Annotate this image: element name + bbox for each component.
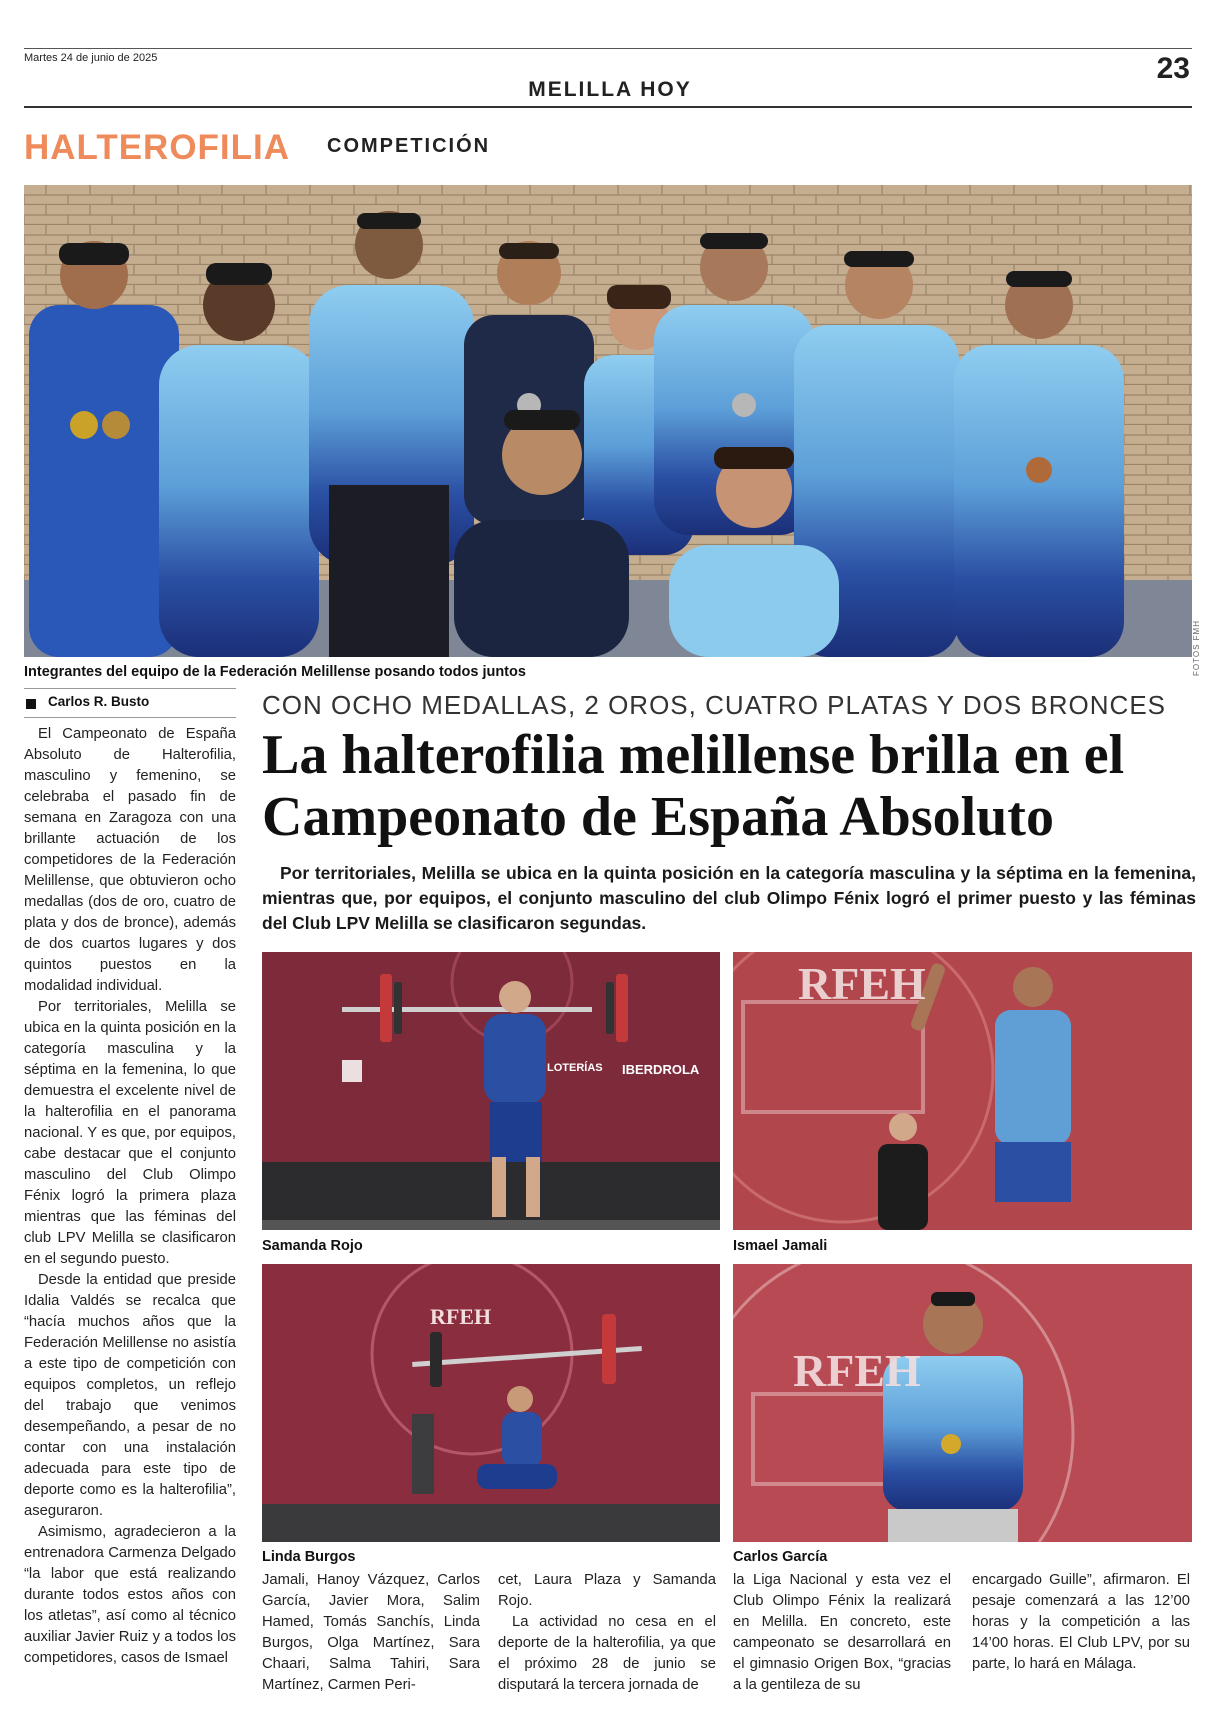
author-marker [26, 699, 36, 709]
author-rule-bottom [24, 717, 236, 718]
photo-caption-ismael: Ismael Jamali [733, 1238, 828, 1254]
kicker: CON OCHO MEDALLAS, 2 OROS, CUATRO PLATAS Y DOS BRONCES [262, 690, 1167, 720]
article-column-5 [972, 1570, 1190, 1675]
rfeh-logo-text: RFEH [798, 958, 926, 1009]
paragraph: cet, Laura Plaza y Samanda Rojo. [498, 1572, 716, 1609]
newspaper-name: MELILLA HOY [528, 78, 692, 101]
section-title: HALTEROFILIA [24, 128, 291, 167]
paragraph: La actividad no cesa en el deporte de la halterofilia, ya que el próximo 28 de junio se disputará la tercera jornada de [498, 1614, 716, 1693]
photo-caption-carlos: Carlos García [733, 1549, 828, 1565]
rfeh-logo-text: RFEH [793, 1345, 921, 1396]
photo-caption-samanda: Samanda Rojo [262, 1238, 363, 1254]
standfirst: Por territoriales, Melilla se ubica en la quinta posición en la categoría masculina y la séptima en la femenina, mientras que, por equipos, el conjunto masculino del club Olimpo Fénix logró el primer puesto y las féminas del Club LPV Melilla se clasificaron segundas. [262, 863, 1196, 933]
banner-text-iberdrola: IBERDROLA [622, 1062, 700, 1077]
paragraph: Desde la entidad que preside Idalia Valdés se recalca que “hacía muchos años que la Federación Melillense no asistía a este tipo de competición con equipos completos, un reflejo del trabajo que venimos desempeñando, a pesar de no contar con una instalación adecuada para este tipo de deporte como es la halterofilia”, aseguraron. [24, 1272, 236, 1519]
paragraph: Asimismo, agradecieron a la entrenadora Carmenza Delgado “la labor que está realizando durante todos estos años con los atletas”, así como al técnico auxiliar Javier Ruiz y a todos los competidores, casos de Ismael [24, 1524, 236, 1666]
paragraph: Por territoriales, Melilla se ubica en la quinta posición en la categoría masculina y la séptima en la femenina, lo que demuestra el excelente nivel de la halterofilia en el panorama nacional. Y es que, por equipos, cabe destacar que el conjunto masculino del Club Olimpo Fénix logró la primera plaza mientras que las féminas del club LPV Melilla se clasificaron en el segundo puesto. [24, 999, 236, 1267]
header-rule [24, 106, 1192, 108]
photo-caption-linda: Linda Burgos [262, 1549, 356, 1565]
top-rule [24, 48, 1192, 49]
paragraph: encargado Guille”, afirmaron. El pesaje comenzará a las 12’00 horas y la competición a las 14’00 horas. El Club LPV, por su parte, lo hará en Málaga. [972, 1572, 1190, 1672]
photo-linda-burgos [262, 1264, 720, 1542]
article-column-4 [733, 1570, 951, 1696]
paragraph: la Liga Nacional y esta vez el Club Olimpo Fénix la realizará en Melilla. En concreto, este campeonato se desarrollará en el gimnasio Origen Box, “gracias a la gentileza de su [733, 1572, 951, 1693]
team-photo-caption: Integrantes del equipo de la Federación Melillense posando todos juntos [24, 664, 526, 680]
article-column-3 [498, 1570, 716, 1696]
article-column-1 [24, 724, 236, 1669]
photo-credit: FOTOS FMH [1192, 620, 1201, 676]
paragraph: Jamali, Hanoy Vázquez, Carlos García, Javier Mora, Salim Hamed, Tomás Sanchís, Linda Burgos, Olga Martínez, Sara Chaari, Salma Tahiri, Sara Martínez, Carmen Peri- [262, 1572, 480, 1693]
issue-date: Martes 24 de junio de 2025 [24, 52, 158, 64]
author-name: Carlos R. Busto [48, 694, 150, 709]
subsection-title: COMPETICIÓN [327, 135, 491, 157]
page-number: 23 [1156, 52, 1190, 85]
photo-samanda-rojo [262, 952, 720, 1230]
paragraph: El Campeonato de España Absoluto de Halterofilia, masculino y femenino, se celebraba el pasado fin de semana en Zaragoza con una brillante actuación de los competidores de la Federación Melillense, que obtuvieron ocho medallas (dos de oro, cuatro de plata y dos de bronce), además de dos cuartos lugares y dos quintos puestos en la modalidad individual. [24, 726, 236, 994]
author-rule [24, 688, 236, 689]
photo-carlos-garcia [733, 1264, 1192, 1542]
banner-text-loterias: LOTERÍAS [547, 1062, 603, 1074]
headline: La halterofilia melillense brilla en el Campeonato de España Absoluto [262, 724, 1125, 848]
article-column-2 [262, 1570, 480, 1696]
team-photo [24, 185, 1192, 657]
photo-ismael-jamali [733, 952, 1192, 1230]
rfeh-logo-text: RFEH [430, 1304, 492, 1329]
